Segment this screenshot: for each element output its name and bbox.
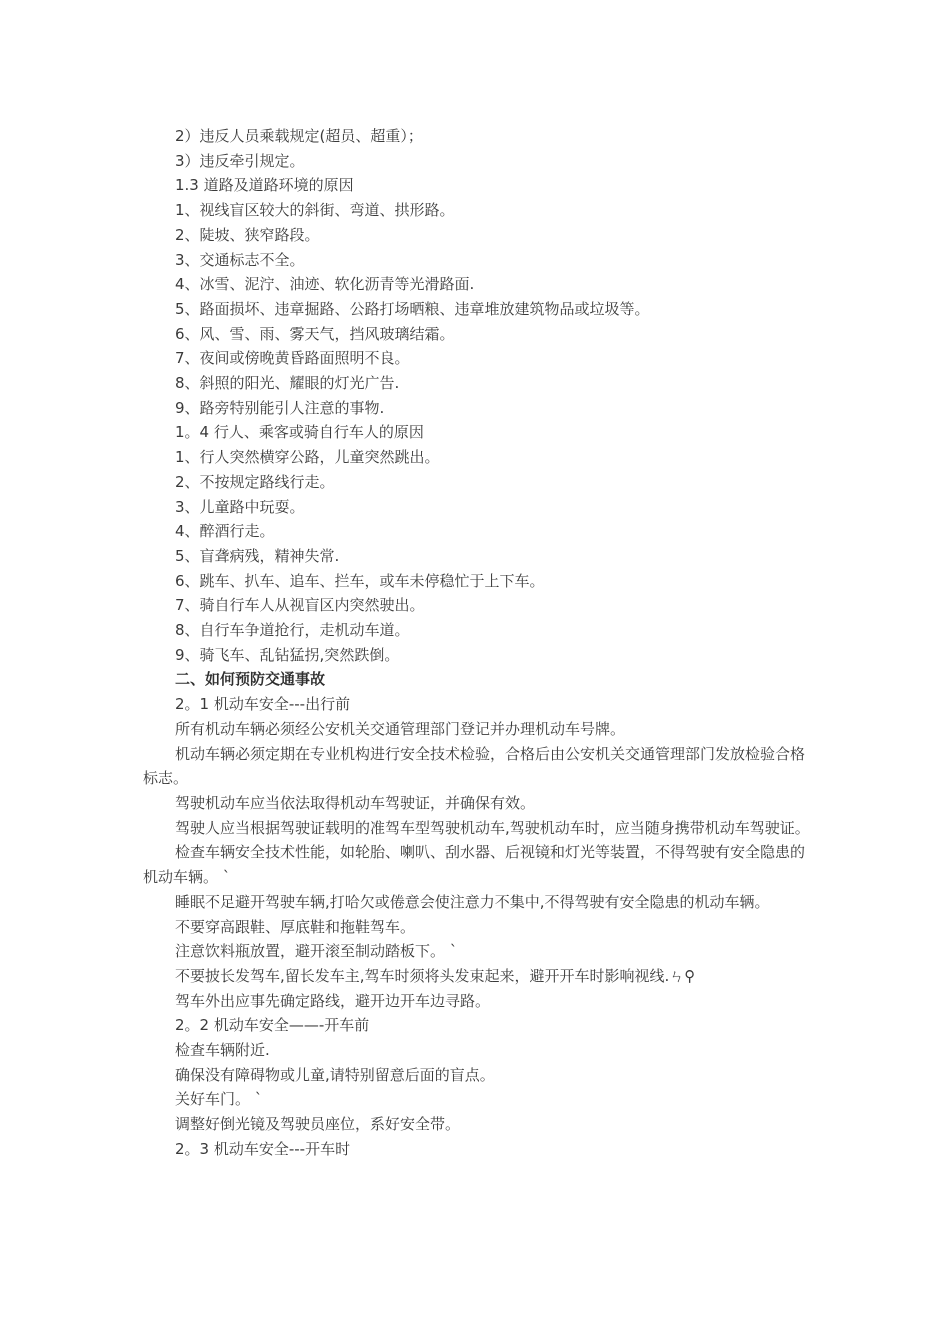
- section-title: 2。1 机动车安全---出行前: [175, 695, 351, 714]
- paragraph: 确保没有障碍物或儿童,请特别留意后面的盲点。: [175, 1065, 495, 1084]
- paragraph: 驾驶人应当根据驾驶证载明的准驾车型驾驶机动车,驾驶机动车时，应当随身携带机动车驾驶证。: [175, 818, 810, 837]
- list-item: 1、行人突然横穿公路，儿童突然跳出。: [175, 448, 440, 467]
- list-item: 2、不按规定路线行走。: [175, 472, 335, 491]
- paragraph: 检查车辆附近.: [175, 1041, 270, 1060]
- list-item: 2、陡坡、狭窄路段。: [175, 225, 320, 244]
- list-item: 4、冰雪、泥泞、油迹、软化沥青等光滑路面.: [175, 275, 475, 294]
- paragraph: 不要穿高跟鞋、厚底鞋和拖鞋驾车。: [175, 917, 416, 936]
- section-title: 1.3 道路及道路环境的原因: [175, 176, 354, 195]
- section-title: 2。3 机动车安全---开车时: [175, 1139, 351, 1158]
- paragraph: 睡眠不足避开驾驶车辆,打哈欠或倦意会使注意力不集中,不得驾驶有安全隐患的机动车辆。: [175, 892, 770, 911]
- paragraph: 注意饮料瓶放置，避开滚至制动踏板下。 `: [175, 942, 458, 961]
- list-item: 5、路面损坏、违章掘路、公路打场晒粮、违章堆放建筑物品或垃圾等。: [175, 299, 650, 318]
- list-item: 9、骑飞车、乱钻猛拐,突然跌倒。: [175, 645, 400, 664]
- list-item: 9、路旁特别能引人注意的事物.: [175, 398, 385, 417]
- paragraph: 所有机动车辆必须经公安机关交通管理部门登记并办理机动车号牌。: [175, 719, 626, 738]
- list-item: 7、夜间或傍晚黄昏路面照明不良。: [175, 349, 410, 368]
- list-item: 3、儿童路中玩耍。: [175, 497, 305, 516]
- section-title: 1。4 行人、乘客或骑自行车人的原因: [175, 423, 424, 442]
- list-item: 2）违反人员乘载规定(超员、超重）；: [175, 127, 423, 145]
- list-item: 8、斜照的阳光、耀眼的灯光广告.: [175, 374, 400, 393]
- paragraph: 调整好倒光镜及驾驶员座位，系好安全带。: [175, 1115, 461, 1134]
- paragraph: 驾车外出应事先确定路线，避开边开车边寻路。: [175, 991, 491, 1010]
- paragraph: 机动车辆必须定期在专业机构进行安全技术检验，合格后由公安机关交通管理部门发放检验合格标志。: [143, 744, 806, 788]
- chapter-heading: 二、如何预防交通事故: [175, 670, 326, 689]
- list-item: 3）违反牵引规定。: [175, 151, 305, 170]
- list-item: 6、风、雪、雨、雾天气，挡风玻璃结霜。: [175, 324, 455, 343]
- list-item: 3、交通标志不全。: [175, 250, 305, 269]
- paragraph: 驾驶机动车应当依法取得机动车驾驶证，并确保有效。: [175, 793, 536, 812]
- paragraph: 不要披长发驾车,留长发车主,驾车时须将头发束起来，避开开车时影响视线.ㄣ⚲: [175, 966, 696, 985]
- list-item: 8、自行车争道抢行，走机动车道。: [175, 621, 410, 640]
- list-item: 4、醉酒行走。: [175, 522, 275, 541]
- list-item: 1、视线盲区较大的斜街、弯道、拱形路。: [175, 201, 455, 220]
- list-item: 7、骑自行车人从视盲区内突然驶出。: [175, 596, 425, 615]
- section-title: 2。2 机动车安全——-开车前: [175, 1016, 370, 1035]
- list-item: 6、跳车、扒车、追车、拦车，或车未停稳忙于上下车。: [175, 571, 545, 590]
- document-body: [143, 124, 811, 1162]
- paragraph: 检查车辆安全技术性能，如轮胎、喇叭、刮水器、后视镜和灯光等装置，不得驾驶有安全隐患的机动车辆。 `: [143, 843, 806, 887]
- list-item: 5、盲聋病残，精神失常.: [175, 546, 340, 565]
- paragraph: 关好车门。 `: [175, 1090, 263, 1109]
